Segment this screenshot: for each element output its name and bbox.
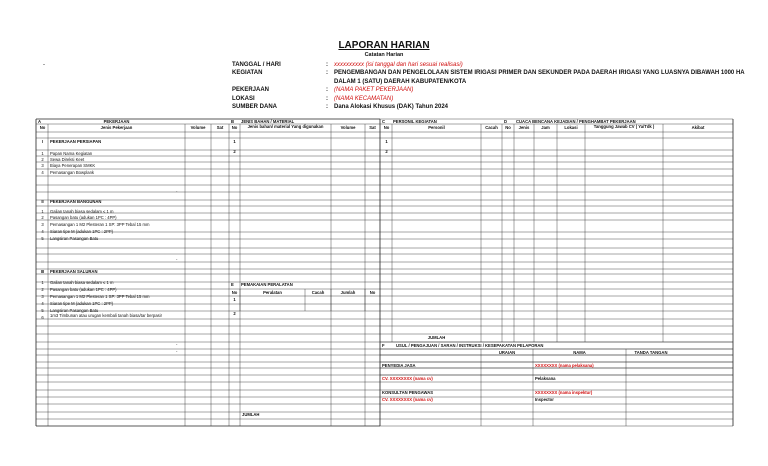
item-label: Langsiran Pasangan Batu — [50, 236, 99, 241]
c-jumlah: JUMLAH — [427, 335, 446, 340]
item-label: Pasangan batu (adukan 1PC : 4PP) — [50, 215, 117, 220]
item-label: Siaran tipe M (adukan 1PC : 2PP) — [50, 301, 114, 306]
col-header: Personil — [428, 125, 445, 130]
col-header: Jenis Pekerjaan — [100, 125, 133, 130]
item-no: 4 — [41, 301, 44, 306]
penyedia-name: XXXXXXXX (nama pelaksana) — [535, 363, 594, 368]
item-label: Pemasangan 1 M2 Plesteran 1 SP: 3PP Tebal 15 mm — [50, 294, 150, 299]
info-row: SUMBER DANA : Dana Alokasi Khusus (DAK) Tahun 2024 — [232, 103, 754, 111]
item-label: Langsiran Pasangan Batu — [50, 308, 99, 313]
col-header: Sat — [216, 125, 224, 130]
dash-mark: - — [43, 62, 45, 68]
info-value: PENGEMBANGAN DAN PENGELOLAAN SISTEM IRIGASI PRIMER DAN SEKUNDER PADA DAERAH IRIGASI YANG LUASNYA DIBAWAH 1000 HA DALAM 1 (SATU) DAERAH KABUPATEN/KOTA — [334, 70, 745, 85]
b-row-no: 1 — [233, 139, 236, 144]
e-row-no: 1 — [233, 297, 236, 302]
section-e-title: PEMAKAIAN PERALATAN — [241, 282, 293, 287]
info-value: (NAMA PAKET PEKERJAAN) — [334, 87, 414, 94]
info-row: KEGIATAN : PENGEMBANGAN DAN PENGELOLAAN SISTEM IRIGASI PRIMER DAN SEKUNDER PADA DAERAH IRIGASI YANG LUASNYA DIBAWAH 1000 HA DALAM 1 (SATU) DAERAH KABUPATEN/KOTA — [232, 69, 754, 86]
info-key: SUMBER DANA — [232, 104, 277, 111]
item-no: 1 — [41, 209, 44, 214]
section-a-letter: A — [38, 118, 42, 124]
item-no: 2 — [41, 157, 44, 162]
item-label: Pemasangan Bowplank — [50, 170, 94, 175]
b-row-no: 2 — [233, 149, 236, 154]
col-header: Cacah — [311, 290, 325, 295]
item-no: 4 — [41, 170, 44, 175]
item-label: Galian tanah biasa sedalam ≤ 1 m — [50, 280, 114, 285]
item-no: 6 — [41, 315, 44, 320]
section-c-letter: C — [382, 118, 386, 124]
item-label: Siaran tipe M (adukan 1PC : 2PP) — [50, 229, 114, 234]
col-header: Peralatan — [263, 290, 282, 295]
item-label: Galian tanah biasa sedalam ≤ 1 m — [50, 209, 114, 214]
info-row: LOKASI : (NAMA KECAMATAN) — [232, 95, 754, 103]
info-row: TANGGAL / HARI : xxxxxxxxxx (isi tanggal dan hari sesuai realisasi) — [232, 61, 754, 69]
col-header: Volume — [340, 125, 356, 130]
info-row: PEKERJAAN : (NAMA PAKET PEKERJAAN) — [232, 86, 754, 94]
col-header: No — [231, 290, 238, 295]
info-key: LOKASI — [232, 95, 255, 102]
col-header: Volume — [190, 125, 206, 130]
col-header: Tanggung Jawab CV ( Ya/Tdk ) — [593, 123, 655, 129]
item-no: 1 — [41, 151, 44, 156]
penyedia-label: PENYEDIA JASA — [382, 363, 416, 368]
dash-mark: - — [176, 342, 178, 347]
info-key: TANGGAL / HARI — [232, 62, 281, 68]
col-header: Jenis — [518, 125, 530, 130]
item-label: Papan Nama Kegiatan — [50, 151, 93, 156]
section-d-title: CUACA BENCANA KEJADIAN / PENGHAMBAT PEKERJAAN — [516, 118, 636, 124]
section-b-letter: B — [231, 118, 235, 124]
section-b-title: JENIS BAHAN / MATERIAL — [241, 118, 295, 124]
col-header: Jenis bahan/ material Yang digunakan — [247, 123, 324, 129]
item-label: Sewa Direksi Keet — [50, 157, 85, 162]
info-value: Dana Alokasi Khusus (DAK) Tahun 2024 — [334, 104, 449, 111]
dash-mark: - — [176, 349, 178, 354]
e-row-no: 2 — [233, 311, 236, 316]
section-f-letter: F — [382, 342, 385, 348]
section-e-letter: E — [231, 282, 234, 287]
section-d-letter: D — [504, 118, 508, 124]
c-row-no: 1 — [385, 139, 388, 144]
item-label: Pasangan batu (adukan 1PC : 4PP) — [50, 287, 117, 292]
konsultan-role: Inspector — [535, 397, 554, 402]
report-title: LAPORAN HARIAN — [338, 40, 430, 51]
group-no: II — [41, 199, 44, 204]
penyedia-company: CV. XXXXXXXX (nama cv) — [382, 376, 433, 381]
col-header: Jumlah — [340, 290, 356, 295]
col-header: No — [369, 290, 376, 295]
dash-mark: - — [176, 257, 178, 262]
info-value: (NAMA KECAMATAN) — [334, 95, 394, 102]
col-header: Jam — [541, 125, 550, 130]
col-header: Sat — [369, 125, 376, 130]
info-key: KEGIATAN — [232, 70, 263, 77]
section-f-title: USUL / PENGAJUAN / SARAN / INSTRUKSI / KESEPAKATAN PELAPORAN — [396, 342, 544, 348]
col-header: URAIAN — [498, 349, 516, 355]
group-title: PEKERJAAN BANGUNAN — [50, 199, 102, 204]
item-no: 2 — [41, 287, 44, 292]
section-a-title: PEKERJAAN — [103, 118, 130, 124]
c-row-no: 2 — [385, 149, 388, 154]
b-jumlah: JUMLAH — [242, 412, 260, 417]
group-title: PEKERJAAN SALURAN — [50, 269, 98, 274]
item-no: 2 — [41, 215, 44, 220]
group-no: I — [41, 139, 44, 144]
konsultan-company: CV. XXXXXXXX (nama cv) — [382, 397, 433, 402]
col-header: Akibat — [691, 125, 705, 130]
konsultan-name: XXXXXXXX (nama inspektur) — [535, 390, 593, 395]
group-title: PEKERJAAN PERSIAPAN — [50, 139, 102, 144]
col-header: No — [39, 125, 46, 130]
col-header: No — [505, 125, 511, 130]
item-label: Biaya Penerapan SMKK — [50, 163, 96, 168]
penyedia-role: Pelaksana — [535, 376, 556, 381]
info-key: PEKERJAAN — [232, 87, 270, 94]
col-header: TANDA TANGAN — [634, 349, 668, 355]
dash-mark: - — [176, 189, 178, 194]
info-value: xxxxxxxxxx (isi tanggal dan hari sesuai realisasi) — [334, 62, 463, 68]
item-no: 4 — [41, 229, 44, 234]
item-no: 1 — [41, 280, 44, 285]
item-no: 3 — [41, 222, 44, 227]
konsultan-label: KONSULTAN PENGAWAS — [382, 390, 434, 395]
item-no: 3 — [41, 294, 44, 299]
col-header: No — [231, 125, 238, 130]
col-header: Cacah — [485, 125, 498, 130]
col-header: Lokasi — [564, 125, 578, 130]
report-subtitle: Catatan Harian — [364, 52, 404, 58]
group-no: III — [40, 269, 45, 274]
item-label: Pemasangan 1 M2 Plesteran 1 SP: 3PP Tebal 15 mm — [50, 222, 150, 227]
item-no: 3 — [41, 163, 44, 168]
col-header: NAMA — [573, 349, 586, 355]
section-c-title: PERSONIL KEGIATAN — [393, 118, 437, 124]
item-no: 5 — [41, 308, 44, 313]
item-label: 1m3 Timbunan atau urugan kembali tanah biasa/tar berpasir — [50, 313, 162, 318]
item-no: 5 — [41, 236, 44, 241]
col-header: No — [383, 125, 390, 130]
